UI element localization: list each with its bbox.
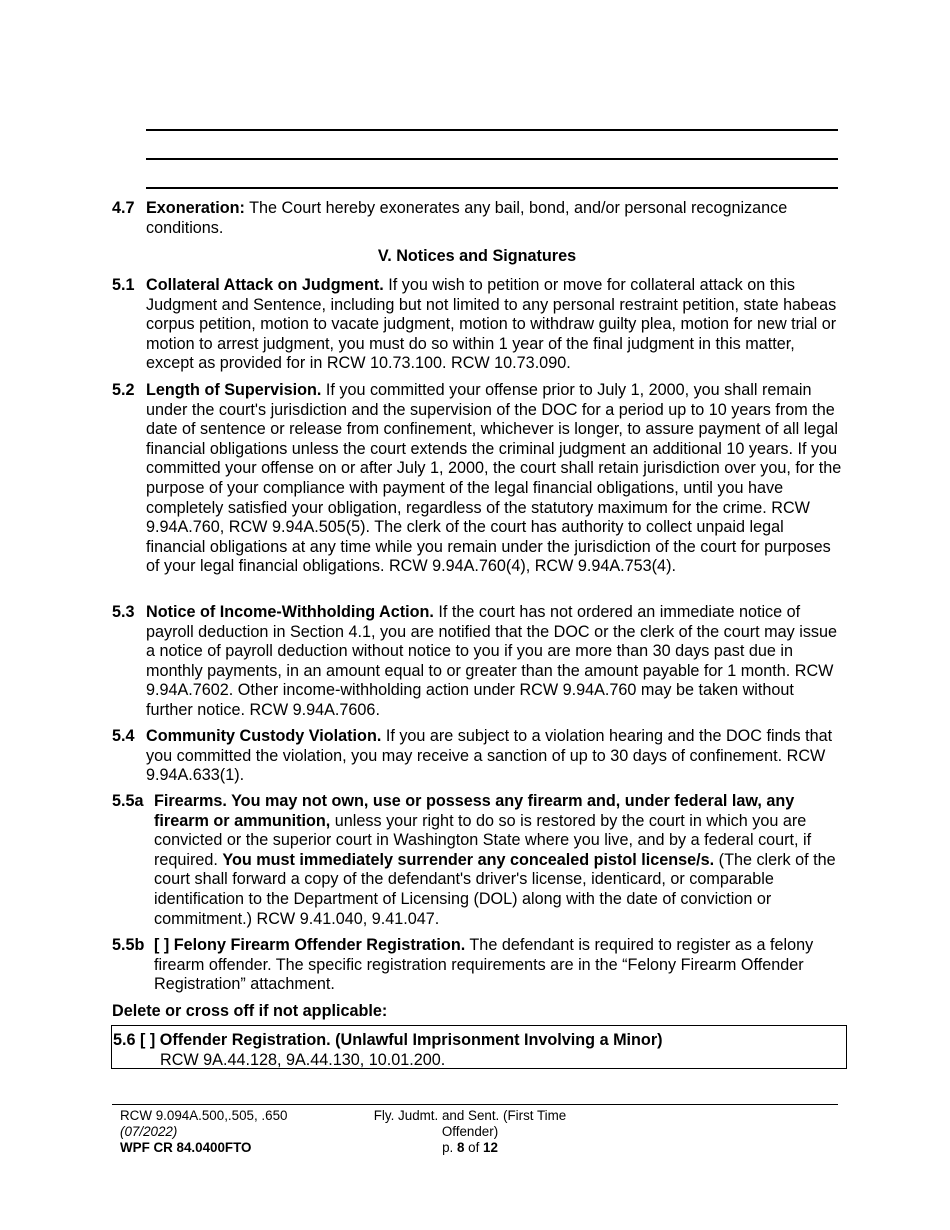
section-number: 5.5b [112, 936, 145, 954]
section-heading: Firearms. You may not own, use or possess any firearm and, under federal law, any firearm or ammunition, [154, 792, 795, 830]
section-body: unless your right to do so is restored by the court in which you are convicted or the superior court in Washington State where you live, and by a federal court, if required. [154, 811, 812, 869]
section-heading: Community Custody Violation. [146, 727, 382, 745]
section-5-6-box [111, 1025, 847, 1069]
section-heading: Collateral Attack on Judgment. [146, 276, 384, 294]
section-heading: Exoneration: [146, 199, 245, 217]
offender-registration-heading: 5.6 [ ] Offender Registration. (Unlawful Imprisonment Involving a Minor) [113, 1031, 663, 1049]
section-4-7 [112, 199, 842, 238]
section-5-2 [112, 381, 842, 577]
offender-registration-rcw: RCW 9A.44.128, 9A.44.130, 10.01.200. [160, 1051, 446, 1069]
section-5-4 [112, 727, 842, 786]
section-heading: Notice of Income-Withholding Action. [146, 603, 434, 621]
footer-rcw: RCW 9.094A.500,.505, .650 [120, 1108, 288, 1123]
section-body: If the court has not ordered an immediate notice of payroll deduction in Section 4.1, you are notified that the DOC or the clerk of the court may issue a notice of payroll deduction without notice to you if you are more than 30 days past due in monthly payments, in an amount equal to or greater than the amount payable for 1 month. RCW 9.94A.7602. Other income-withholding action under RCW 9.94A.760 may be taken without further notice. RCW 9.94A.7606. [146, 603, 838, 719]
section-number: 4.7 [112, 199, 135, 217]
section-number: 5.2 [112, 381, 135, 399]
footer-title-line2: Offender) [441, 1124, 499, 1139]
section-body: The Court hereby exonerates any bail, bond, and/or personal recognizance conditions. [146, 199, 788, 237]
section-5-1 [112, 276, 842, 374]
section-number: 5.3 [112, 603, 135, 621]
section-title: V. Notices and Signatures [377, 247, 577, 265]
footer-left [120, 1108, 288, 1156]
blank-line-2 [146, 158, 838, 160]
page-number: p. 8 of 12 [442, 1140, 498, 1155]
section-body: The defendant is required to register as a felony firearm offender. The specific registration requirements are in the “Felony Firearm Offender Registration” attachment. [154, 936, 814, 994]
footer-form-id: WPF CR 84.0400FTO [120, 1140, 252, 1155]
section-5-3 [112, 603, 842, 721]
footer-center [340, 1108, 600, 1156]
section-heading: Length of Supervision. [146, 381, 322, 399]
blank-line-3 [146, 187, 838, 189]
section-heading: [ ] Felony Firearm Offender Registration. [154, 936, 466, 954]
section-number: 5.4 [112, 727, 135, 745]
footer-divider [112, 1104, 838, 1105]
footer-date: (07/2022) [120, 1124, 178, 1139]
section-5-5b [112, 936, 842, 995]
section-body: If you committed your offense prior to July 1, 2000, you shall remain under the court's jurisdiction and the supervision of the DOC for a period up to 10 years from the date of sentence or release from confinement, whichever is longer, to assure payment of all legal financial obligations unless the court extends the criminal judgment an additional 10 years. If you committed your offense on or after July 1, 2000, the court shall retain jurisdiction over you, for the purpose of your compliance with payment of the legal financial obligations, until you have completely satisfied your obligation, regardless of the statutory maximum for the crime. RCW 9.94A.760, RCW 9.94A.505(5). The clerk of the court has authority to collect unpaid legal financial obligations at any time while you remain under the jurisdiction of the court for purposes of your legal financial obligations. RCW 9.94A.760(4), RCW 9.94A.753(4). [146, 381, 842, 576]
blank-line-1 [146, 129, 838, 131]
section-number: 5.5a [112, 792, 144, 810]
section-5-5a [112, 792, 842, 929]
section-body-continued: (The clerk of the court shall forward a copy of the defendant's driver's license, identicard, or comparable identification to the Department of Licensing (DOL) along with the date of conviction or commitment.) RCW 9.41.040, 9.41.047. [154, 850, 836, 928]
footer-title-line1: Fly. Judmt. and Sent. (First Time [373, 1108, 567, 1123]
surrender-notice: You must immediately surrender any concealed pistol license/s. [222, 850, 715, 869]
section-body: If you are subject to a violation hearing and the DOC finds that you committed the violation, you may receive a sanction of up to 30 days of confinement. RCW 9.94A.633(1). [146, 727, 833, 785]
section-body: If you wish to petition or move for collateral attack on this Judgment and Sentence, including but not limited to any personal restraint petition, state habeas corpus petition, motion to vacate judgment, motion to withdraw guilty plea, motion for new trial or motion to arrest judgment, you must do so within 1 year of the final judgment in this matter, except as provided for in RCW 10.73.100. RCW 10.73.090. [146, 276, 837, 373]
delete-note: Delete or cross off if not applicable: [112, 1002, 388, 1020]
section-number: 5.1 [112, 276, 135, 294]
